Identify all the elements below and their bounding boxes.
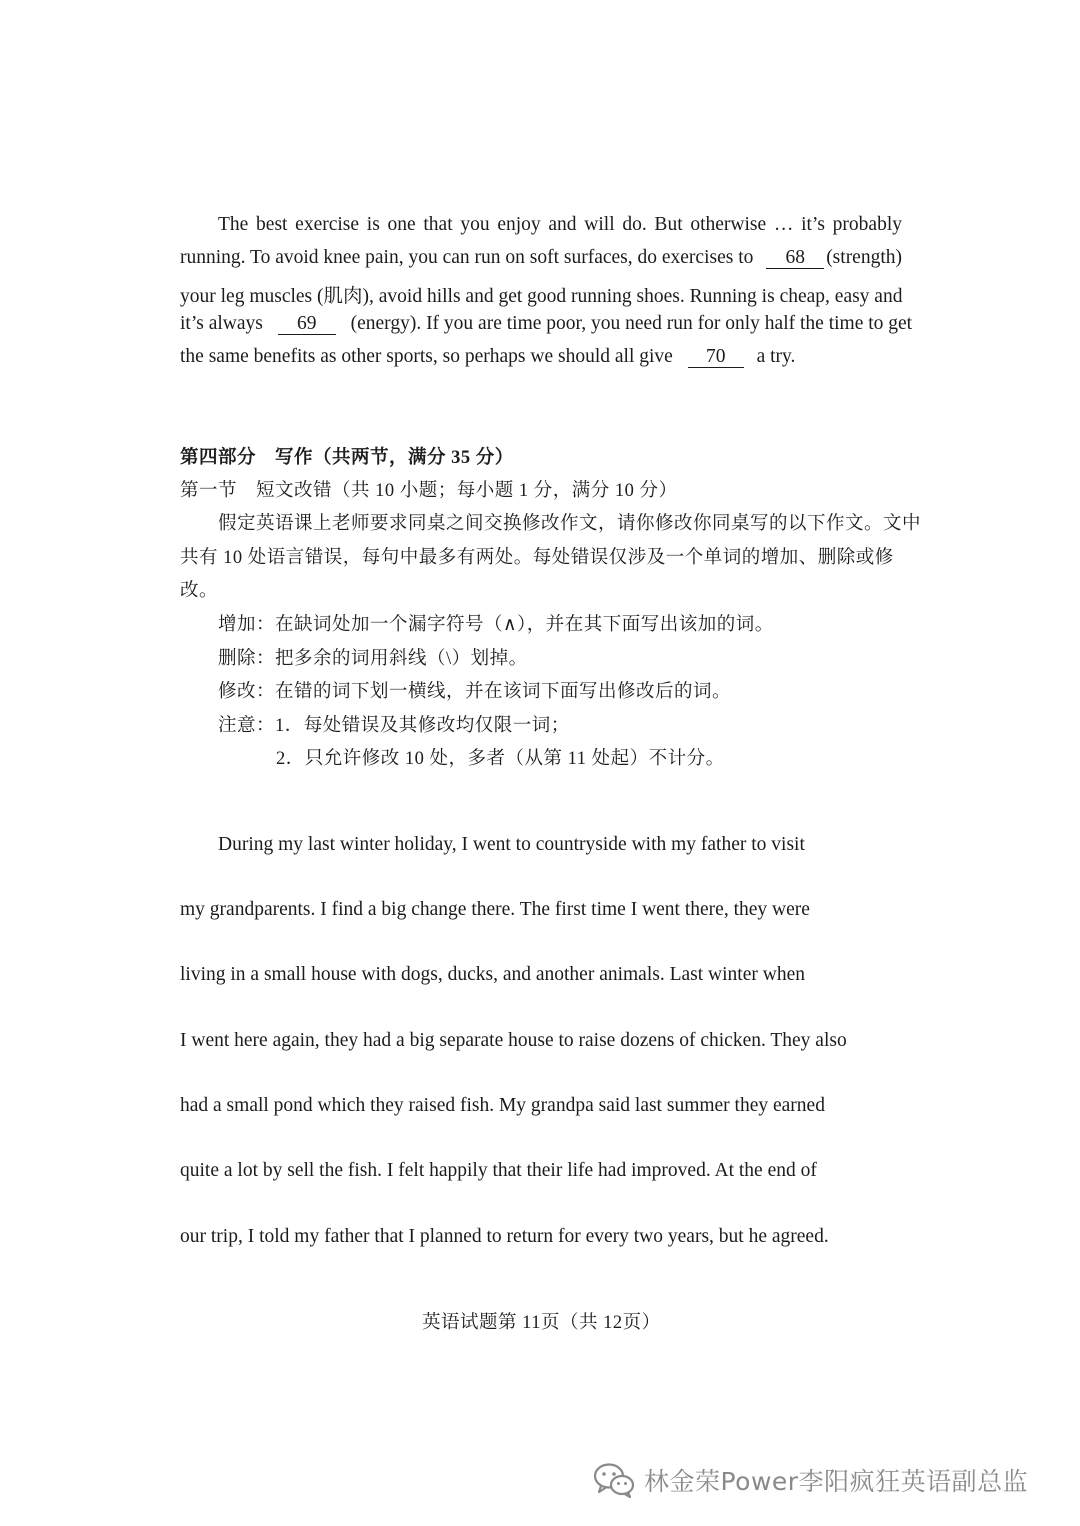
section-one-title: 第一节 短文改错（共 10 小题；每小题 1 分，满分 10 分）	[180, 481, 678, 501]
essay-line-5: had a small pond which they raised fish. My grandpa said last summer they earned	[180, 1095, 825, 1116]
rule-delete: 删除：把多余的词用斜线（\）划掉。	[218, 649, 528, 669]
passage-text: (energy). If you are time poor, you need run for only half the time to get	[350, 313, 913, 334]
hint-strength: (strength)	[826, 247, 902, 268]
blank-69[interactable]: 69	[278, 314, 336, 335]
rule-modify: 修改：在错的词下划一横线，并在该词下面写出修改后的词。	[218, 682, 732, 702]
passage-line-4	[180, 313, 913, 335]
passage-line-1: The best exercise is one that you enjoy and will do. But otherwise … it’s probably	[218, 214, 902, 235]
wechat-icon	[592, 1460, 636, 1500]
blank-70[interactable]: 70	[688, 347, 744, 368]
note-2: 2．只允许修改 10 处，多者（从第 11 处起）不计分。	[276, 749, 725, 769]
passage-text: the same benefits as other sports, so perhaps we should all give	[180, 346, 673, 367]
part-four-title: 第四部分 写作（共两节，满分 35 分）	[180, 448, 514, 468]
instruction-line-3: 改。	[180, 581, 219, 601]
passage-text: a try.	[756, 346, 796, 367]
essay-line-1: During my last winter holiday, I went to countryside with my father to visit	[218, 834, 805, 855]
passage-line-2	[180, 247, 902, 269]
blank-68[interactable]: 68	[766, 248, 824, 269]
passage-line-3: your leg muscles (肌肉), avoid hills and get good running shoes. Running is cheap, easy and	[180, 286, 903, 307]
passage-line-5	[180, 346, 795, 368]
instruction-line-1: 假定英语课上老师要求同桌之间交换修改作文，请你修改你同桌写的以下作文。文中	[218, 514, 922, 534]
note-1: 注意：1．每处错误及其修改均仅限一词；	[218, 716, 570, 736]
page-footer: 英语试题第 11页（共 12页）	[422, 1313, 661, 1333]
essay-line-6: quite a lot by sell the fish. I felt happily that their life had improved. At the end of	[180, 1160, 817, 1181]
essay-line-3: living in a small house with dogs, ducks, and another animals. Last winter when	[180, 964, 805, 985]
passage-text: running. To avoid knee pain, you can run on soft surfaces, do exercises to	[180, 247, 754, 268]
essay-line-2: my grandparents. I find a big change there. The first time I went there, they were	[180, 899, 810, 920]
passage-text: it’s always	[180, 313, 263, 334]
instruction-line-2: 共有 10 处语言错误，每句中最多有两处。每处错误仅涉及一个单词的增加、删除或修	[180, 548, 894, 568]
essay-line-4: I went here again, they had a big separate house to raise dozens of chicken. They also	[180, 1030, 847, 1051]
watermark-text: 林金荣Power李阳疯狂英语副总监	[644, 1467, 1029, 1496]
essay-line-7: our trip, I told my father that I planned to return for every two years, but he agreed.	[180, 1226, 829, 1247]
rule-add: 增加：在缺词处加一个漏字符号（∧），并在其下面写出该加的词。	[218, 615, 774, 635]
